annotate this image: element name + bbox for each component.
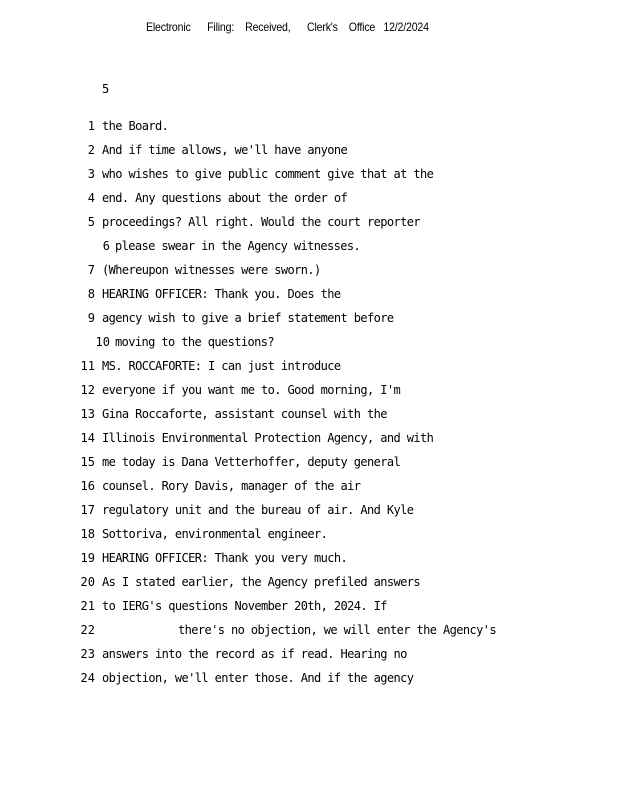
filing-stamp-header: Electronic Filing: Received, Clerk's Office 12/2/2024 [146, 20, 429, 34]
transcript-line [0, 117, 618, 141]
line-text: agency wish to give a brief statement before [102, 311, 394, 325]
line-text: Sottoriva, environmental engineer. [102, 527, 328, 541]
transcript-line [0, 141, 618, 165]
line-number: 17 [80, 503, 95, 517]
transcript-line [0, 309, 618, 333]
transcript-line [0, 381, 618, 405]
line-text: to IERG's questions November 20th, 2024. If [102, 599, 387, 613]
line-text: proceedings? All right. Would the court reporter [102, 215, 420, 229]
line-text: HEARING OFFICER: Thank you. Does the [102, 287, 341, 301]
line-text: the Board. [102, 119, 169, 133]
line-number: 4 [87, 191, 95, 205]
line-text: who wishes to give public comment give that at the [102, 167, 434, 181]
line-number: 5 [87, 215, 95, 229]
line-number: 14 [80, 431, 95, 445]
transcript-line [0, 525, 618, 549]
line-text: MS. ROCCAFORTE: I can just introduce [102, 359, 341, 373]
line-text: HEARING OFFICER: Thank you very much. [102, 551, 348, 565]
line-number: 12 [80, 383, 95, 397]
line-text: everyone if you want me to. Good morning, I'm [102, 383, 401, 397]
line-number: 19 [80, 551, 95, 565]
line-number: 11 [80, 359, 95, 373]
transcript-line [0, 285, 618, 309]
line-number: 13 [80, 407, 95, 421]
line-text: Gina Roccaforte, assistant counsel with the [102, 407, 387, 421]
line-text: please swear in the Agency witnesses. [115, 239, 361, 253]
transcript-line [0, 237, 618, 261]
transcript-line [0, 453, 618, 477]
line-text: moving to the questions? [115, 335, 274, 349]
line-number: 2 [87, 143, 95, 157]
line-number: 23 [80, 647, 95, 661]
transcript-line [0, 669, 618, 693]
line-text: Illinois Environmental Protection Agency, and with [102, 431, 434, 445]
line-number: 16 [80, 479, 95, 493]
line-text: As I stated earlier, the Agency prefiled answers [102, 575, 420, 589]
line-text: me today is Dana Vetterhoffer, deputy general [102, 455, 401, 469]
transcript-line [0, 477, 618, 501]
line-text: And if time allows, we'll have anyone [102, 143, 348, 157]
transcript-line [0, 189, 618, 213]
transcript-line [0, 429, 618, 453]
line-number: 3 [87, 167, 95, 181]
line-number: 20 [80, 575, 95, 589]
transcript-line [0, 357, 618, 381]
transcript-line [0, 261, 618, 285]
line-text: objection, we'll enter those. And if the agency [102, 671, 414, 685]
line-number: 15 [80, 455, 95, 469]
transcript-line [0, 573, 618, 597]
transcript-line [0, 621, 618, 645]
line-number: 8 [87, 287, 95, 301]
line-number: 10 [95, 335, 110, 349]
line-number: 24 [80, 671, 95, 685]
page-number: 5 [102, 82, 110, 96]
line-number: 18 [80, 527, 95, 541]
line-number: 9 [87, 311, 95, 325]
line-text: regulatory unit and the bureau of air. And Kyle [102, 503, 414, 517]
transcript-line [0, 597, 618, 621]
line-number: 22 [80, 623, 95, 637]
transcript-body [0, 117, 618, 693]
transcript-line [0, 213, 618, 237]
transcript-line [0, 165, 618, 189]
transcript-line [0, 333, 618, 357]
transcript-line [0, 501, 618, 525]
transcript-line [0, 405, 618, 429]
line-number: 21 [80, 599, 95, 613]
line-number: 1 [87, 119, 95, 133]
line-text: (Whereupon witnesses were sworn.) [102, 263, 321, 277]
line-text: end. Any questions about the order of [102, 191, 348, 205]
transcript-line [0, 645, 618, 669]
line-number: 6 [102, 239, 110, 253]
line-text: there's no objection, we will enter the Agency's [178, 623, 496, 637]
transcript-line [0, 549, 618, 573]
line-text: answers into the record as if read. Hearing no [102, 647, 407, 661]
line-number: 7 [87, 263, 95, 277]
line-text: counsel. Rory Davis, manager of the air [102, 479, 361, 493]
